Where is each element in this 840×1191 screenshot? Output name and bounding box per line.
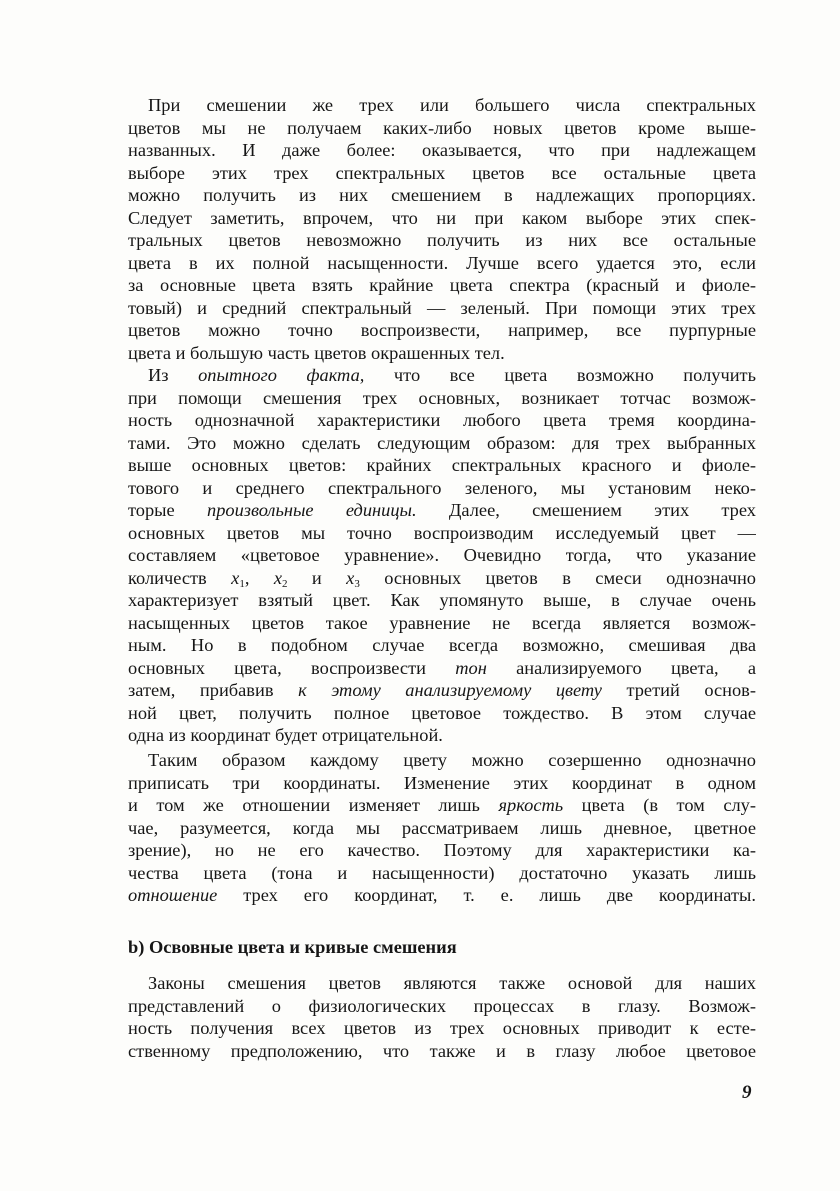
paragraph-2 bbox=[128, 364, 756, 747]
text-line: насыщенных цветов такое уравнение не всегда является возмож- bbox=[128, 612, 756, 633]
text-line: товый) и средний спектральный — зеленый. При помощи этих трех bbox=[128, 297, 756, 318]
text-line: при помощи смешения трех основных, возникает тотчас возмож- bbox=[128, 387, 756, 408]
text-line: Законы смешения цветов являются также основой для наших bbox=[148, 973, 756, 993]
text-run: третий основ- bbox=[626, 680, 756, 700]
text-line: можно получить из них смешением в надлежащих пропорциях. bbox=[128, 185, 756, 205]
text-line: основных цветов мы точно воспроизводим исследуемый цвет — bbox=[128, 522, 756, 543]
subscript: 1 bbox=[239, 577, 245, 589]
text-line: ственному предположению, что также и в глазу любое цветовое bbox=[128, 1040, 756, 1061]
text-run: и bbox=[311, 567, 322, 588]
text-line: тами. Это можно сделать следующим образом: для трех выбранных bbox=[128, 432, 756, 453]
text-line: за основные цвета взять крайние цвета спектра (красный и фиоле- bbox=[128, 275, 756, 295]
text-line: выше основных цветов: крайних спектральных красного и фиоле- bbox=[128, 455, 756, 475]
text-line: цвета в их полной насыщенности. Лучше всего удается это, если bbox=[128, 252, 756, 273]
text-line bbox=[128, 499, 756, 522]
subscript: 2 bbox=[282, 577, 288, 589]
text-line: составляем «цветовое уравнение». Очевидно тогда, что указание bbox=[128, 545, 756, 565]
text-run: основных цвета, воспроизвести bbox=[128, 657, 426, 678]
text-run: , bbox=[244, 567, 250, 588]
text-line bbox=[128, 364, 756, 387]
paragraph-1 bbox=[128, 94, 756, 364]
text-line: характеризует взятый цвет. Как упомянуто выше, в случае очень bbox=[128, 590, 756, 610]
variable-x: x bbox=[273, 567, 282, 588]
paragraph-4 bbox=[128, 972, 756, 1062]
text-line: Следует заметить, впрочем, что ни при каком выборе этих спек- bbox=[128, 207, 756, 228]
text-line bbox=[128, 657, 756, 680]
text-line: представлений о физиологических процессах в глазу. Возмож- bbox=[128, 995, 756, 1016]
text-line: названных. И даже более: оказывается, что при надлежащем bbox=[128, 140, 756, 160]
text-run: торые bbox=[128, 500, 175, 520]
text-run: цвета (в том слу- bbox=[581, 795, 756, 815]
emphasis-text: тон bbox=[455, 657, 487, 678]
text-line: ность получения всех цветов из трех основных приводит к есте- bbox=[128, 1018, 756, 1038]
section-heading: b) Освовные цвета и кривые смешения bbox=[128, 937, 457, 957]
text-line: ной цвет, получить полное цветовое тождество. В этом случае bbox=[128, 702, 756, 723]
text-line: Таким образом каждому цвету можно созершенно однозначно bbox=[148, 750, 756, 770]
text-line: приписать три координаты. Изменение этих координат в одном bbox=[128, 772, 756, 793]
text-line: цвета и большую часть цветов окрашенных тел. bbox=[128, 342, 505, 363]
text-run: затем, прибавив bbox=[128, 680, 274, 700]
text-line: цветов можно точно воспроизвести, например, все пурпурные bbox=[128, 320, 756, 340]
text-line: чае, разумеется, когда мы рассматриваем лишь дневное, цветное bbox=[128, 817, 756, 838]
emphasis-text: яркость bbox=[498, 795, 564, 815]
emphasis-text: произвольные единицы. bbox=[207, 500, 417, 520]
text-line bbox=[128, 884, 756, 907]
text-line: При смешении же трех или большего числа спектральных bbox=[148, 95, 756, 115]
text-line: чества цвета (тона и насыщенности) достаточно указать лишь bbox=[128, 862, 756, 883]
variable-x: x bbox=[346, 567, 355, 588]
text-line: выборе этих трех спектральных цветов все остальные цвета bbox=[128, 162, 756, 183]
page-number: 9 bbox=[742, 1082, 752, 1103]
text-run: и том же отношении изменяет лишь bbox=[128, 795, 480, 815]
text-run: Из bbox=[148, 365, 169, 385]
text-run: что все цвета возможно получить bbox=[393, 365, 756, 385]
text-line: тового и среднего спектрального зеленого, мы установим неко- bbox=[128, 477, 756, 498]
variable-x: x bbox=[231, 567, 240, 588]
text-run: количеств bbox=[128, 567, 207, 588]
text-line: ность однозначной характеристики любого цвета тремя координа- bbox=[128, 410, 756, 430]
paragraph-3 bbox=[128, 749, 756, 907]
text-line: зрение), но не его качество. Поэтому для характеристики ка- bbox=[128, 840, 756, 860]
text-run: трех его координат, т. е. лишь две координаты. bbox=[243, 885, 756, 905]
emphasis-text: к этому анализируемому цвету bbox=[298, 680, 602, 700]
emphasis-text: отношение bbox=[128, 885, 218, 905]
text-line bbox=[128, 567, 756, 590]
emphasis-text: опытного факта, bbox=[198, 365, 365, 385]
text-line: одна из координат будет отрицательной. bbox=[128, 725, 443, 745]
text-run: анализируемого цвета, а bbox=[516, 657, 756, 678]
text-line: тральных цветов невозможно получить из них все остальные bbox=[128, 230, 756, 250]
subscript: 3 bbox=[354, 577, 360, 589]
text-line: ным. Но в подобном случае всегда возможно, смешивая два bbox=[128, 635, 756, 655]
text-line: цветов мы не получаем каких-либо новых цветов кроме выше- bbox=[128, 117, 756, 138]
text-line bbox=[128, 679, 756, 702]
text-run: основных цветов в смеси однозначно bbox=[384, 567, 756, 588]
text-run: Далее, смешением этих трех bbox=[448, 500, 756, 520]
text-line bbox=[128, 794, 756, 817]
